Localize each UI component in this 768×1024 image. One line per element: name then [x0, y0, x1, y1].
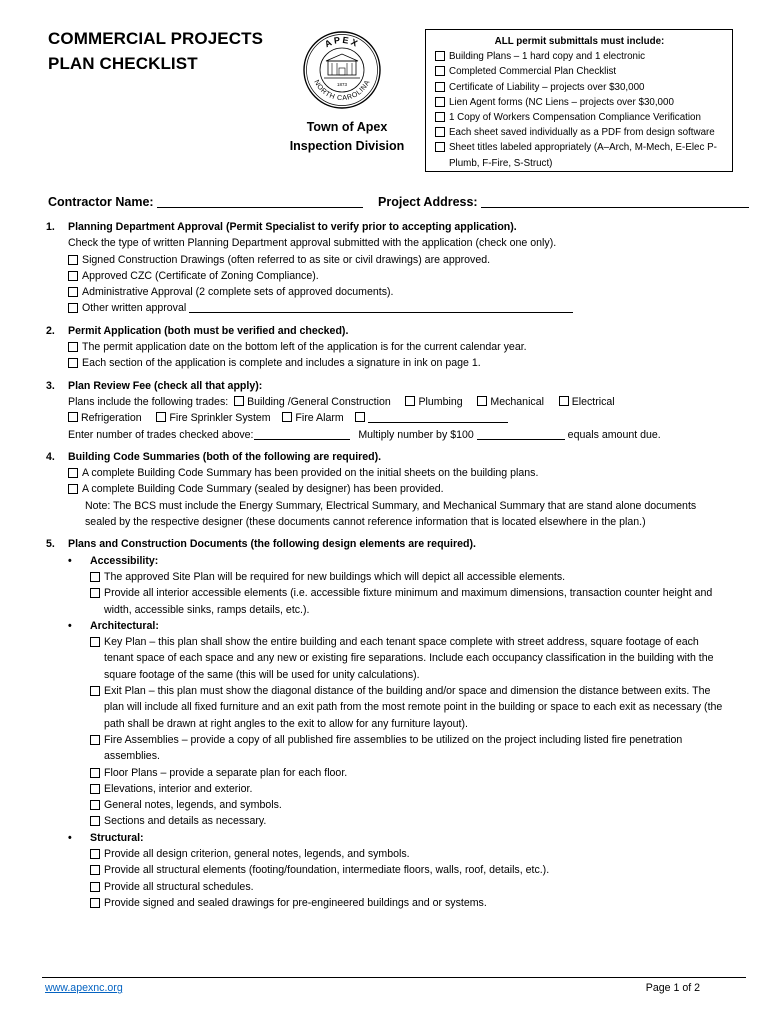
check-item[interactable]: Each section of the application is complete and includes a signature in ink on page 1. — [68, 355, 768, 371]
fee-calculation-row — [68, 427, 768, 443]
check-item[interactable]: The permit application date on the bottom left of the application is for the current calendar year. — [68, 339, 768, 355]
structural-heading: • Structural: — [68, 830, 768, 846]
issuing-office — [272, 118, 422, 156]
check-item[interactable]: Other written approval — [68, 300, 768, 316]
check-item[interactable]: Provide all structural elements (footing/foundation, intermediate floors, walls, roof, details, etc.). — [90, 862, 768, 878]
trade-option[interactable]: Building /General Construction — [247, 395, 391, 408]
trades-row — [68, 410, 768, 426]
section-number: 2. — [46, 324, 55, 337]
check-item[interactable]: Sections and details as necessary. — [90, 813, 768, 829]
svg-text:1873: 1873 — [336, 82, 348, 87]
check-item[interactable]: Approved CZC (Certificate of Zoning Compliance). — [68, 268, 768, 284]
trade-option[interactable]: Refrigeration — [81, 412, 142, 425]
checkbox[interactable] — [435, 112, 445, 122]
requirement-item[interactable]: Certificate of Liability – projects over $30,000 — [435, 80, 724, 95]
page-title — [48, 26, 263, 76]
check-item[interactable]: Provide all interior accessible elements (i.e. accessible fixture minimum and maximum dimensions, transaction counter height and width, accessible sinks, ramps details, etc.). — [90, 585, 724, 618]
checkbox[interactable] — [68, 303, 78, 313]
checkbox[interactable] — [435, 66, 445, 76]
checkbox[interactable] — [68, 271, 78, 281]
title-line-2: PLAN CHECKLIST — [48, 54, 198, 73]
checkbox[interactable] — [90, 849, 100, 859]
section-number: 4. — [46, 450, 55, 463]
contractor-row — [48, 192, 738, 212]
trades-label: Plans include the following trades: — [68, 395, 229, 408]
trade-option[interactable]: Plumbing — [418, 395, 463, 408]
check-item[interactable]: General notes, legends, and symbols. — [90, 797, 768, 813]
checkbox[interactable] — [282, 412, 292, 422]
checkbox[interactable] — [90, 588, 100, 598]
check-item[interactable]: Provide signed and sealed drawings for pre-engineered buildings and or systems. — [90, 895, 768, 911]
checkbox[interactable] — [435, 51, 445, 61]
checkbox[interactable] — [90, 784, 100, 794]
checkbox[interactable] — [68, 412, 78, 422]
requirement-item[interactable]: Completed Commercial Plan Checklist — [435, 64, 724, 79]
check-item[interactable]: A complete Building Code Summary (sealed by designer) has been provided. — [68, 481, 768, 497]
checkbox[interactable] — [68, 342, 78, 352]
section-plan-review-fee — [0, 378, 768, 443]
checkbox[interactable] — [90, 637, 100, 647]
checkbox[interactable] — [90, 768, 100, 778]
division-name: Inspection Division — [289, 139, 405, 153]
checklist-body — [0, 219, 768, 917]
footer-divider — [42, 977, 746, 978]
check-item[interactable]: Exit Plan – this plan must show the diagonal distance of the building and/or space and dimension the distance between exits. The plan will include all fixed furniture and an exit path from the most remote point in the building or space to each exit as necessary (the path shall be drawn at right angles to the exit to allow for any furniture layout). — [90, 683, 724, 732]
title-line-1: COMMERCIAL PROJECTS — [48, 29, 264, 48]
checkbox[interactable] — [90, 572, 100, 582]
town-seal-logo — [302, 30, 382, 110]
trade-option[interactable]: Electrical — [571, 395, 615, 408]
trades-count-field[interactable] — [254, 427, 350, 440]
bcs-note: Note: The BCS must include the Energy Summary, Electrical Summary, and Mechanical Summary that are stand alone documents sealed by the respective designer (these documents cannot reference information that is located elsewhere in the plan.) — [85, 499, 697, 529]
svg-text:NORTH CAROLINA: NORTH CAROLINA — [312, 79, 372, 103]
checkbox[interactable] — [68, 287, 78, 297]
checkbox[interactable] — [68, 255, 78, 265]
requirement-item[interactable]: Lien Agent forms (NC Liens – projects over $30,000 — [435, 95, 724, 110]
other-approval-field[interactable] — [189, 300, 573, 313]
checkbox[interactable] — [156, 412, 166, 422]
checkbox[interactable] — [234, 396, 244, 406]
requirement-item[interactable]: Building Plans – 1 hard copy and 1 electronic — [435, 49, 724, 64]
checkbox[interactable] — [90, 816, 100, 826]
checkbox[interactable] — [90, 686, 100, 696]
town-name: Town of Apex — [306, 120, 388, 134]
check-item[interactable]: Administrative Approval (2 complete sets of approved documents). — [68, 284, 768, 300]
checkbox[interactable] — [477, 396, 487, 406]
check-item[interactable]: Elevations, interior and exterior. — [90, 781, 768, 797]
section-title: Permit Application (both must be verified and checked). — [68, 324, 349, 337]
section-permit-application — [0, 323, 768, 372]
requirement-item[interactable]: 1 Copy of Workers Compensation Compliance Verification — [435, 110, 724, 125]
other-trade-field[interactable] — [368, 410, 508, 423]
accessibility-heading: • Accessibility: — [68, 553, 768, 569]
requirements-heading: ALL permit submittals must include: — [494, 36, 665, 47]
section-number: 5. — [46, 538, 55, 551]
svg-text:APEX: APEX — [323, 34, 362, 50]
section-title: Plan Review Fee (check all that apply): — [68, 379, 263, 392]
section-title: Planning Department Approval (Permit Specialist to verify prior to accepting application). — [68, 221, 517, 233]
amount-due-field[interactable] — [477, 427, 565, 440]
checkbox[interactable] — [68, 358, 78, 368]
website-link[interactable]: www.apexnc.org — [45, 982, 123, 994]
section-intro: Check the type of written Planning Department approval submitted with the application (check one only). — [68, 237, 557, 250]
section-number: 1. — [46, 221, 55, 233]
check-item[interactable]: A complete Building Code Summary has been provided on the initial sheets on the building plans. — [68, 465, 768, 481]
check-item[interactable]: Floor Plans – provide a separate plan for each floor. — [90, 765, 768, 781]
checkbox[interactable] — [435, 97, 445, 107]
checkbox[interactable] — [355, 412, 365, 422]
checkbox[interactable] — [90, 898, 100, 908]
equals-label: equals amount due. — [567, 428, 661, 441]
architectural-list — [68, 634, 768, 830]
checkbox[interactable] — [435, 82, 445, 92]
check-item[interactable]: Signed Construction Drawings (often referred to as site or civil drawings) are approved. — [68, 252, 768, 268]
trades-row — [68, 394, 768, 410]
section-title: Building Code Summaries (both of the following are required). — [68, 450, 382, 463]
checkbox[interactable] — [90, 882, 100, 892]
section-title: Plans and Construction Documents (the following design elements are required). — [68, 538, 476, 551]
architectural-heading: • Architectural: — [68, 618, 768, 634]
trade-option[interactable]: Fire Sprinkler System — [169, 412, 271, 425]
checkbox[interactable] — [90, 735, 100, 745]
section-planning-approval — [0, 219, 768, 317]
check-item[interactable]: Provide all structural schedules. — [90, 879, 768, 895]
multiply-label: Multiply number by $100 — [358, 428, 474, 441]
section-building-code-summaries — [0, 449, 768, 530]
checkbox[interactable] — [90, 865, 100, 875]
check-item[interactable]: Provide all design criterion, general notes, legends, and symbols. — [90, 846, 768, 862]
check-item[interactable]: Fire Assemblies – provide a copy of all published fire assemblies to be utilized on the project including listed fire penetration assemblies. — [90, 732, 704, 765]
trade-option[interactable]: Fire Alarm — [295, 412, 344, 425]
section-plans-construction-docs — [0, 536, 768, 911]
project-address-field[interactable] — [481, 194, 749, 208]
checkbox[interactable] — [435, 142, 445, 152]
enter-trades-label: Enter number of trades checked above: — [68, 428, 254, 441]
project-address-label: Project Address: — [378, 195, 478, 209]
checkbox[interactable] — [68, 468, 78, 478]
checkbox[interactable] — [68, 484, 78, 494]
trade-option[interactable]: Mechanical — [490, 395, 544, 408]
requirement-item[interactable]: Each sheet saved individually as a PDF from design software — [435, 125, 724, 140]
check-item[interactable]: Key Plan – this plan shall show the entire building and each tenant space complete with street address, square footage of each tenant space of each space and any new or existing fire separations. Include each occupancy classification in the building with the square footage of the same (this will be used for unity calculations). — [90, 634, 724, 683]
requirement-item[interactable]: Sheet titles labeled appropriately (A–Arch, M-Mech, E-Elec P-Plumb, F-Fire, S-Struct) — [435, 140, 724, 170]
submittal-requirements-box — [425, 29, 733, 172]
accessibility-list — [68, 569, 768, 618]
contractor-name-field[interactable] — [157, 194, 363, 208]
contractor-name-label: Contractor Name: — [48, 195, 154, 209]
section-number: 3. — [46, 379, 55, 392]
checkbox[interactable] — [405, 396, 415, 406]
structural-list — [68, 846, 768, 911]
check-item[interactable]: The approved Site Plan will be required for new buildings which will depict all accessible elements. — [90, 569, 768, 585]
checkbox[interactable] — [435, 127, 445, 137]
page-number: Page 1 of 2 — [645, 982, 700, 994]
checkbox[interactable] — [90, 800, 100, 810]
checkbox[interactable] — [559, 396, 569, 406]
